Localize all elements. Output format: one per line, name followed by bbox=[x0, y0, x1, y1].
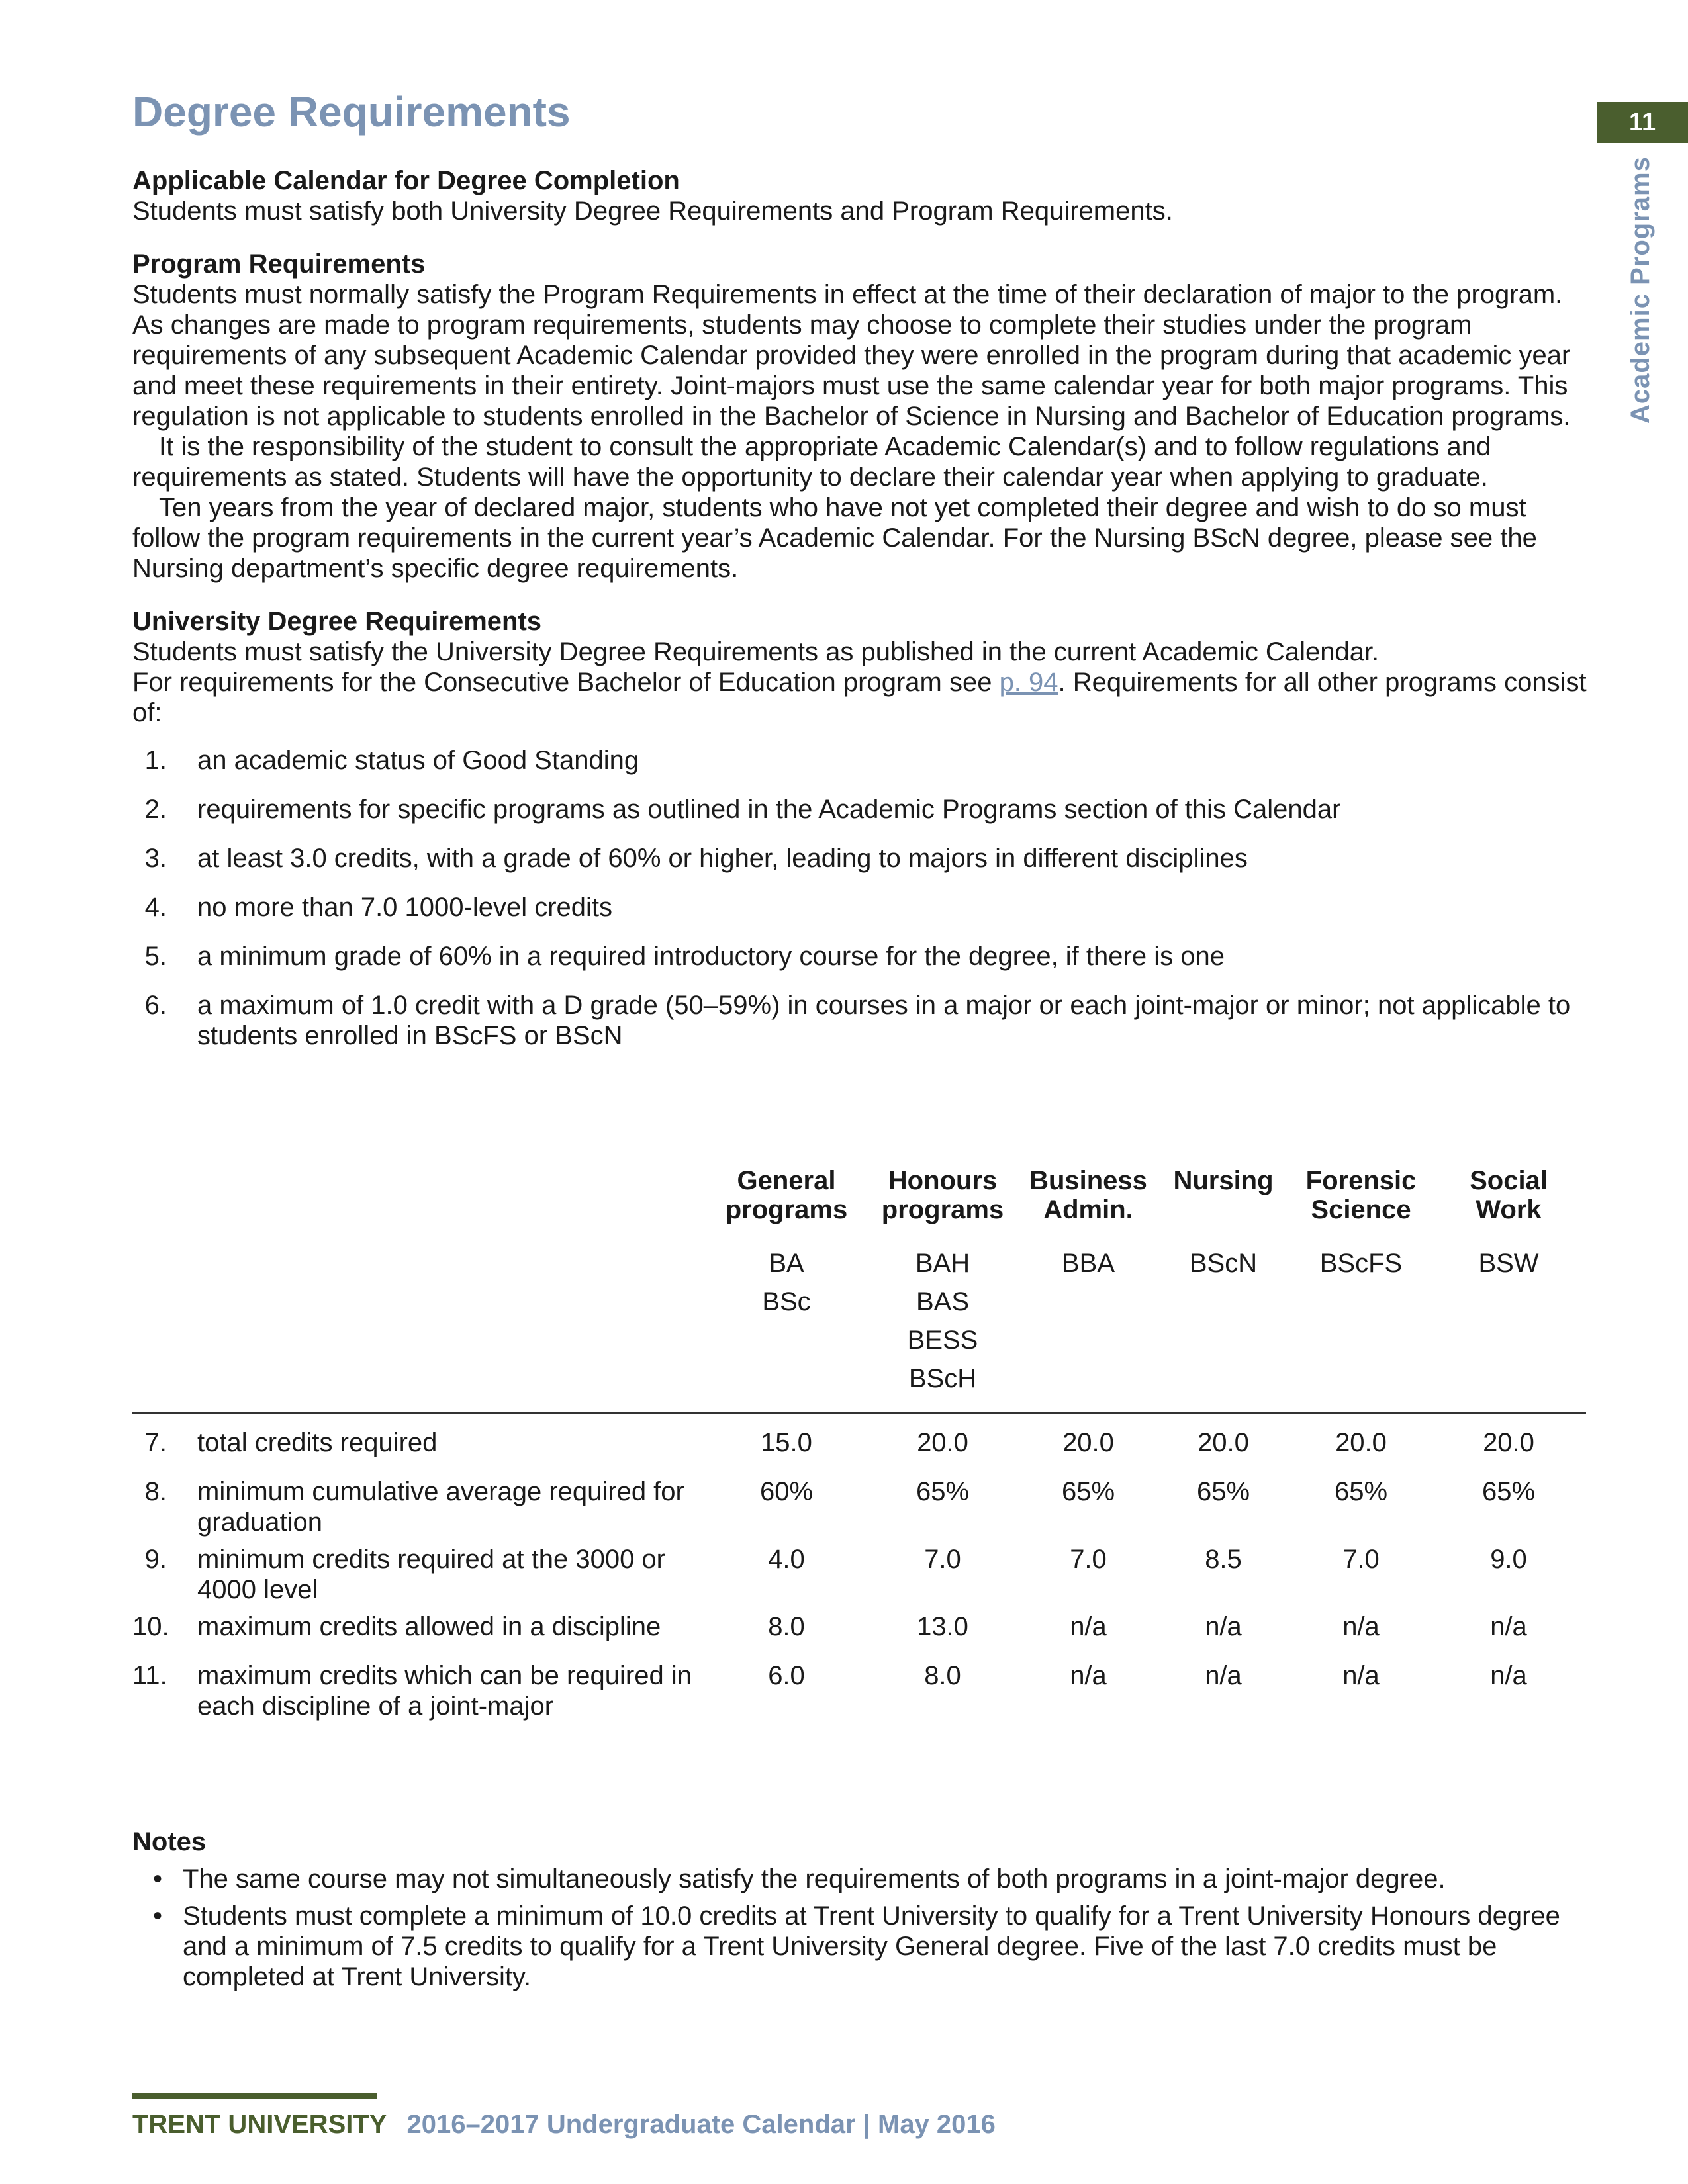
row-label: maximum credits which can be required in each discipline of a joint-major bbox=[197, 1661, 692, 1721]
list-item-text: at least 3.0 credits, with a grade of 60% or higher, leading to majors in different disciplines bbox=[197, 844, 1248, 873]
table-cell: n/a bbox=[1070, 1612, 1107, 1641]
requirements-table bbox=[132, 1166, 1586, 1721]
table-cell: 20.0 bbox=[1483, 1428, 1534, 1457]
bullet-icon: • bbox=[152, 1901, 162, 1931]
column-header-line: Nursing bbox=[1173, 1166, 1274, 1195]
list-item-text: no more than 7.0 1000-level credits bbox=[197, 893, 613, 922]
column-header-line: Honours bbox=[888, 1166, 998, 1195]
degree-codes-row bbox=[708, 1244, 1586, 1398]
column-header bbox=[1156, 1166, 1291, 1224]
table-header-row bbox=[708, 1166, 1586, 1224]
degree-code: BScH bbox=[908, 1364, 977, 1393]
table-divider bbox=[132, 1412, 1586, 1414]
row-number: 7. bbox=[144, 1428, 167, 1457]
table-row bbox=[132, 1661, 1586, 1721]
notes-heading: Notes bbox=[132, 1827, 207, 1856]
table-cell: 8.0 bbox=[768, 1612, 805, 1641]
table-cell: 4.0 bbox=[768, 1545, 805, 1574]
table-cell: 65% bbox=[1196, 1477, 1250, 1506]
note-text: Students must complete a minimum of 10.0 credits at Trent University to qualify for a Trent University Honours degree and a minimum of 7.5 credits to qualify for a Trent University General degree. Five of the last 7.0 credits must be completed at Trent University. bbox=[183, 1901, 1560, 1991]
degree-codes bbox=[1156, 1244, 1291, 1398]
table-cell: 20.0 bbox=[1197, 1428, 1249, 1457]
row-label: minimum credits required at the 3000 or 4000 level bbox=[197, 1545, 665, 1604]
degree-code: BSW bbox=[1478, 1249, 1539, 1278]
degree-code: BAH bbox=[915, 1249, 970, 1278]
list-item bbox=[132, 843, 1589, 874]
university-paragraph-2 bbox=[132, 667, 1589, 728]
footer-divider bbox=[132, 2093, 377, 2099]
program-paragraph-2: It is the responsibility of the student to consult the appropriate Academic Calendar(s) and to follow regulations and requirements as stated. Students will have the opportunity to declare their calendar year when applying to graduate. bbox=[132, 432, 1491, 492]
column-header-line: Forensic bbox=[1305, 1166, 1417, 1195]
column-header bbox=[1291, 1166, 1431, 1224]
row-label: maximum credits allowed in a discipline bbox=[197, 1612, 661, 1641]
table-cell: 7.0 bbox=[924, 1545, 961, 1574]
list-item bbox=[132, 990, 1589, 1051]
degree-code: BESS bbox=[907, 1326, 978, 1355]
page-title: Degree Requirements bbox=[132, 88, 571, 136]
university-paragraph-1: Students must satisfy the University Degree Requirements as published in the current Academic Calendar. bbox=[132, 637, 1380, 666]
table-cell: 8.0 bbox=[924, 1661, 961, 1690]
table-cell: 15.0 bbox=[761, 1428, 812, 1457]
degree-codes bbox=[1291, 1244, 1431, 1398]
degree-code: BSc bbox=[762, 1287, 811, 1316]
list-item bbox=[132, 892, 1589, 923]
list-item-number: 5. bbox=[144, 942, 167, 971]
list-item-text: requirements for specific programs as outlined in the Academic Programs section of this Calendar bbox=[197, 795, 1341, 824]
notes-section bbox=[132, 1827, 1582, 1999]
applicable-text: Students must satisfy both University Degree Requirements and Program Requirements. bbox=[132, 197, 1173, 226]
table-row bbox=[132, 1544, 1586, 1605]
university-heading: University Degree Requirements bbox=[132, 607, 542, 636]
table-cell: n/a bbox=[1205, 1612, 1242, 1641]
notes-list bbox=[132, 1864, 1582, 1992]
table-cell: 9.0 bbox=[1490, 1545, 1527, 1574]
table-cell: n/a bbox=[1342, 1612, 1380, 1641]
list-item-number: 4. bbox=[144, 893, 167, 922]
column-header-line: Business bbox=[1029, 1166, 1147, 1195]
table-cell: n/a bbox=[1342, 1661, 1380, 1690]
column-header-line: programs bbox=[725, 1195, 848, 1224]
table-cell: 8.5 bbox=[1205, 1545, 1242, 1574]
list-item-text: a maximum of 1.0 credit with a D grade (50–59%) in courses in a major or each joint-major or minor; not applicable to students enrolled in BScFS or BScN bbox=[197, 991, 1571, 1050]
table-cell: 65% bbox=[915, 1477, 970, 1506]
row-label: minimum cumulative average required for graduation bbox=[197, 1477, 684, 1537]
footer-org: TRENT UNIVERSITY bbox=[132, 2110, 387, 2139]
degree-codes bbox=[708, 1244, 865, 1398]
table-cell: 13.0 bbox=[917, 1612, 968, 1641]
page-footer bbox=[132, 2110, 996, 2140]
column-header-line: Admin. bbox=[1043, 1195, 1133, 1224]
column-header bbox=[708, 1166, 865, 1224]
degree-code: BScFS bbox=[1319, 1249, 1403, 1278]
degree-code: BScN bbox=[1189, 1249, 1258, 1278]
table-cell: n/a bbox=[1070, 1661, 1107, 1690]
degree-codes bbox=[865, 1244, 1021, 1398]
table-cell: n/a bbox=[1490, 1612, 1527, 1641]
table-cell: n/a bbox=[1205, 1661, 1242, 1690]
footer-calendar: 2016–2017 Undergraduate Calendar | May 2016 bbox=[406, 2110, 996, 2139]
program-paragraph-3: Ten years from the year of declared major, students who have not yet completed their degree and wish to do so must follow the program requirements in the current year’s Academic Calendar. For the Nursing BScN degree, please see the Nursing department’s specific degree requirements. bbox=[132, 493, 1537, 583]
university-paragraph-2-end: . Requirements for all other programs consist of: bbox=[132, 668, 1587, 727]
list-item bbox=[132, 794, 1589, 825]
list-item-text: an academic status of Good Standing bbox=[197, 746, 639, 775]
table-row bbox=[132, 1477, 1586, 1537]
program-paragraph-1: Students must normally satisfy the Program Requirements in effect at the time of their declaration of major to the program. As changes are made to program requirements, students may choose to complete their studies under the program requirements of any subsequent Academic Calendar provided they were enrolled in the program during that academic year and meet these requirements in their entirety. Joint-majors must use the same calendar year for both major programs. This regulation is not applicable to students enrolled in the Bachelor of Science in Nursing and Bachelor of Education programs. bbox=[132, 280, 1571, 431]
table-cell: 6.0 bbox=[768, 1661, 805, 1690]
row-number: 11. bbox=[132, 1661, 167, 1690]
table-cell: 65% bbox=[1481, 1477, 1536, 1506]
column-header bbox=[1021, 1166, 1156, 1224]
table-cell: 20.0 bbox=[917, 1428, 968, 1457]
page-number-tab: 11 bbox=[1597, 102, 1688, 143]
table-cell: 7.0 bbox=[1070, 1545, 1107, 1574]
main-content bbox=[132, 165, 1589, 1069]
applicable-heading: Applicable Calendar for Degree Completion bbox=[132, 166, 680, 195]
table-cell: 65% bbox=[1334, 1477, 1388, 1506]
list-item-text: a minimum grade of 60% in a required introductory course for the degree, if there is one bbox=[197, 942, 1225, 971]
list-item-number: 6. bbox=[144, 991, 167, 1020]
section-side-label: Academic Programs bbox=[1626, 156, 1655, 424]
table-cell: n/a bbox=[1490, 1661, 1527, 1690]
degree-code: BAS bbox=[915, 1287, 970, 1316]
table-cell: 7.0 bbox=[1342, 1545, 1380, 1574]
list-item-number: 1. bbox=[144, 746, 167, 775]
list-item bbox=[132, 745, 1589, 776]
row-number: 8. bbox=[144, 1477, 167, 1506]
row-label: total credits required bbox=[197, 1428, 438, 1457]
degree-code: BA bbox=[769, 1249, 804, 1278]
list-item bbox=[132, 1901, 1582, 1992]
degree-codes bbox=[1021, 1244, 1156, 1398]
column-header-line: programs bbox=[881, 1195, 1004, 1224]
column-header-line: Social bbox=[1470, 1166, 1548, 1195]
education-page-link[interactable]: p. 94 bbox=[999, 668, 1058, 697]
table-cell: 20.0 bbox=[1062, 1428, 1114, 1457]
list-item bbox=[132, 1864, 1582, 1894]
column-header-line: Work bbox=[1476, 1195, 1542, 1224]
column-header-line: General bbox=[737, 1166, 836, 1195]
list-item-number: 3. bbox=[144, 844, 167, 873]
note-text: The same course may not simultaneously satisfy the requirements of both programs in a joint-major degree. bbox=[183, 1864, 1446, 1893]
table-cell: 65% bbox=[1061, 1477, 1115, 1506]
table-cell: 20.0 bbox=[1335, 1428, 1387, 1457]
requirements-list bbox=[132, 745, 1589, 1051]
degree-codes bbox=[1431, 1244, 1586, 1398]
row-number: 10. bbox=[132, 1612, 169, 1641]
table-row bbox=[132, 1428, 1586, 1458]
table-cell: 60% bbox=[759, 1477, 814, 1506]
program-heading: Program Requirements bbox=[132, 250, 426, 279]
column-header-line: Science bbox=[1311, 1195, 1411, 1224]
column-header bbox=[865, 1166, 1021, 1224]
list-item bbox=[132, 941, 1589, 972]
bullet-icon: • bbox=[152, 1864, 162, 1893]
table-row bbox=[132, 1612, 1586, 1642]
university-paragraph-2-start: For requirements for the Consecutive Bachelor of Education program see bbox=[132, 668, 1000, 697]
column-header bbox=[1431, 1166, 1586, 1224]
list-item-number: 2. bbox=[144, 795, 167, 824]
row-number: 9. bbox=[144, 1545, 167, 1574]
degree-code: BBA bbox=[1061, 1249, 1115, 1278]
